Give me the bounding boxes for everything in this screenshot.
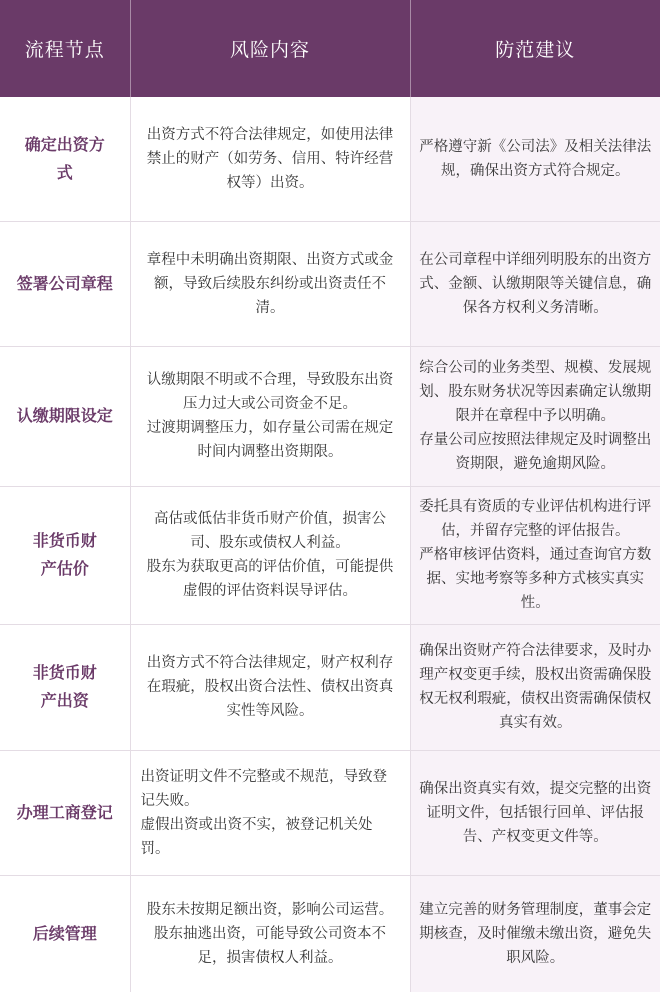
table-row xyxy=(0,486,660,624)
risk-text: 出资方式不符合法律规定，财产权利存在瑕疵，股权出资合法性、债权出资真实性等风险。 xyxy=(146,655,394,719)
advice-text: 严格审核评估资料，通过查询官方数据、实地考察等多种方式核实真实性。 xyxy=(419,547,652,611)
risk-text: 高估或低估非货币财产价值，损害公司、股东或债权人利益。 xyxy=(154,511,386,551)
process-node-label: 后续管理 xyxy=(32,923,97,943)
risk-cell xyxy=(130,97,410,221)
table-header xyxy=(0,0,660,97)
header-process-node: 流程节点 xyxy=(0,0,130,97)
advice-cell xyxy=(410,97,660,221)
advice-text: 建立完善的财务管理制度，董事会定期核查，及时催缴未缴出资，避免失职风险。 xyxy=(419,901,652,966)
risk-cell xyxy=(130,346,410,486)
process-node-label: 认缴期限设定 xyxy=(16,406,113,425)
advice-text: 严格遵守新《公司法》及相关法律法规，确保出资方式符合规定。 xyxy=(419,138,652,179)
process-node-label: 办理工商登记 xyxy=(16,802,113,822)
risk-text: 出资证明文件不完整或不规范，导致登记失败。 xyxy=(140,768,387,809)
header-risk-content: 风险内容 xyxy=(130,0,410,97)
process-node-cell xyxy=(0,750,130,875)
process-node-cell xyxy=(0,221,130,346)
advice-cell xyxy=(410,875,660,992)
process-node-label: 非货币财产出资 xyxy=(32,663,97,710)
advice-text: 委托具有资质的专业评估机构进行评估，并留存完整的评估报告。 xyxy=(419,499,652,539)
header-row xyxy=(0,0,660,97)
advice-cell xyxy=(410,750,660,875)
process-node-label: 签署公司章程 xyxy=(16,273,113,293)
header-prevention-advice: 防范建议 xyxy=(410,0,660,97)
table-row xyxy=(0,97,660,221)
process-node-label: 确定出资方式 xyxy=(24,134,105,182)
risk-cell xyxy=(130,221,410,346)
process-node-label: 非货币财产估价 xyxy=(32,531,97,578)
table-row xyxy=(0,624,660,750)
process-node-cell xyxy=(0,486,130,624)
process-node-cell xyxy=(0,97,130,221)
advice-text: 综合公司的业务类型、规模、发展规划、股东财务状况等因素确定认缴期限并在章程中予以明确。 xyxy=(419,360,652,424)
risk-text: 股东为获取更高的评估价值，可能提供虚假的评估资料误导评估。 xyxy=(146,559,394,599)
advice-cell xyxy=(410,624,660,750)
advice-text: 确保出资真实有效，提交完整的出资证明文件，包括银行回单、评估报告、产权变更文件等。 xyxy=(419,780,652,845)
advice-text: 存量公司应按照法律规定及时调整出资期限，避免逾期风险。 xyxy=(419,432,652,472)
advice-text: 确保出资财产符合法律要求，及时办理产权变更手续，股权出资需确保股权无权利瑕疵，债权出资需确保债权真实有效。 xyxy=(419,643,652,731)
advice-cell xyxy=(410,221,660,346)
process-node-cell xyxy=(0,875,130,992)
advice-cell xyxy=(410,346,660,486)
table-body xyxy=(0,97,660,992)
advice-text: 在公司章程中详细列明股东的出资方式、金额、认缴期限等关键信息，确保各方权利义务清晰。 xyxy=(419,251,652,316)
table-row xyxy=(0,875,660,992)
risk-text: 过渡期调整压力，如存量公司需在规定时间内调整出资期限。 xyxy=(146,420,394,460)
risk-text: 章程中未明确出资期限、出资方式或金额，导致后续股东纠纷或出资责任不清。 xyxy=(146,251,394,316)
advice-cell xyxy=(410,486,660,624)
risk-text: 虚假出资或出资不实，被登记机关处罚。 xyxy=(140,816,373,857)
risk-text: 股东抽逃出资，可能导致公司资本不足，损害债权人利益。 xyxy=(154,925,386,966)
table-row xyxy=(0,221,660,346)
process-node-cell xyxy=(0,346,130,486)
process-node-cell xyxy=(0,624,130,750)
table-row xyxy=(0,346,660,486)
risk-cell xyxy=(130,486,410,624)
risk-text: 认缴期限不明或不合理，导致股东出资压力过大或公司资金不足。 xyxy=(146,372,394,412)
risk-cell xyxy=(130,624,410,750)
risk-cell xyxy=(130,875,410,992)
risk-text: 出资方式不符合法律规定，如使用法律禁止的财产（如劳务、信用、特许经营权等）出资。 xyxy=(146,126,394,191)
risk-text: 股东未按期足额出资，影响公司运营。 xyxy=(146,901,394,918)
risk-cell xyxy=(130,750,410,875)
table-row xyxy=(0,750,660,875)
